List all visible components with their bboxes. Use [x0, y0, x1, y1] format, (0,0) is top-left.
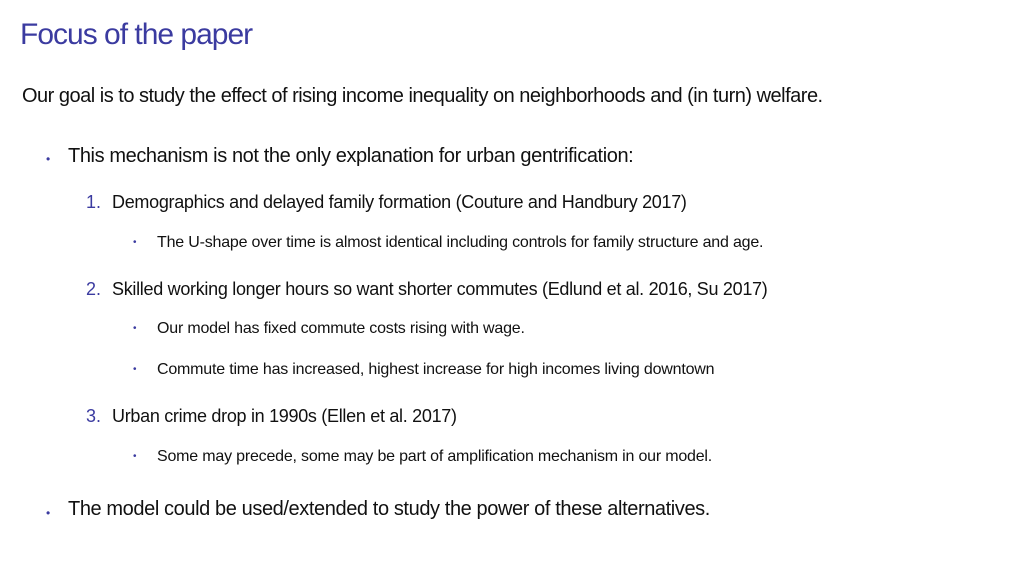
bullet-icon: •: [133, 323, 137, 334]
alternative-crime: Urban crime drop in 1990s (Ellen et al. 2017): [112, 406, 457, 426]
alternative-commutes: Skilled working longer hours so want shorter commutes (Edlund et al. 2016, Su 2017): [112, 279, 768, 299]
bullet-icon: •: [46, 152, 51, 166]
mechanism-point: This mechanism is not the only explanation for urban gentrification:: [68, 145, 634, 167]
bullet-icon: •: [133, 451, 137, 462]
alternative-commutes-detail-1: Our model has fixed commute costs rising with wage.: [157, 320, 525, 337]
alternative-demographics-detail: The U-shape over time is almost identical including controls for family structure and age.: [157, 234, 764, 251]
bullet-icon: •: [133, 364, 137, 375]
conclusion-point: The model could be used/extended to study the power of these alternatives.: [68, 498, 710, 520]
alternative-commutes-detail-2: Commute time has increased, highest increase for high incomes living downtown: [157, 361, 715, 378]
alternative-crime-detail: Some may precede, some may be part of amplification mechanism in our model.: [157, 448, 713, 465]
alternative-demographics: Demographics and delayed family formation (Couture and Handbury 2017): [112, 192, 687, 212]
goal-statement: Our goal is to study the effect of rising income inequality on neighborhoods and (in turn) welfare.: [22, 85, 823, 107]
bullet-icon: •: [133, 237, 137, 248]
list-number-2: 2.: [86, 279, 102, 299]
bullet-icon: •: [46, 506, 51, 520]
list-number-1: 1.: [86, 192, 102, 212]
list-number-3: 3.: [86, 406, 102, 426]
slide-title: Focus of the paper: [20, 18, 253, 51]
